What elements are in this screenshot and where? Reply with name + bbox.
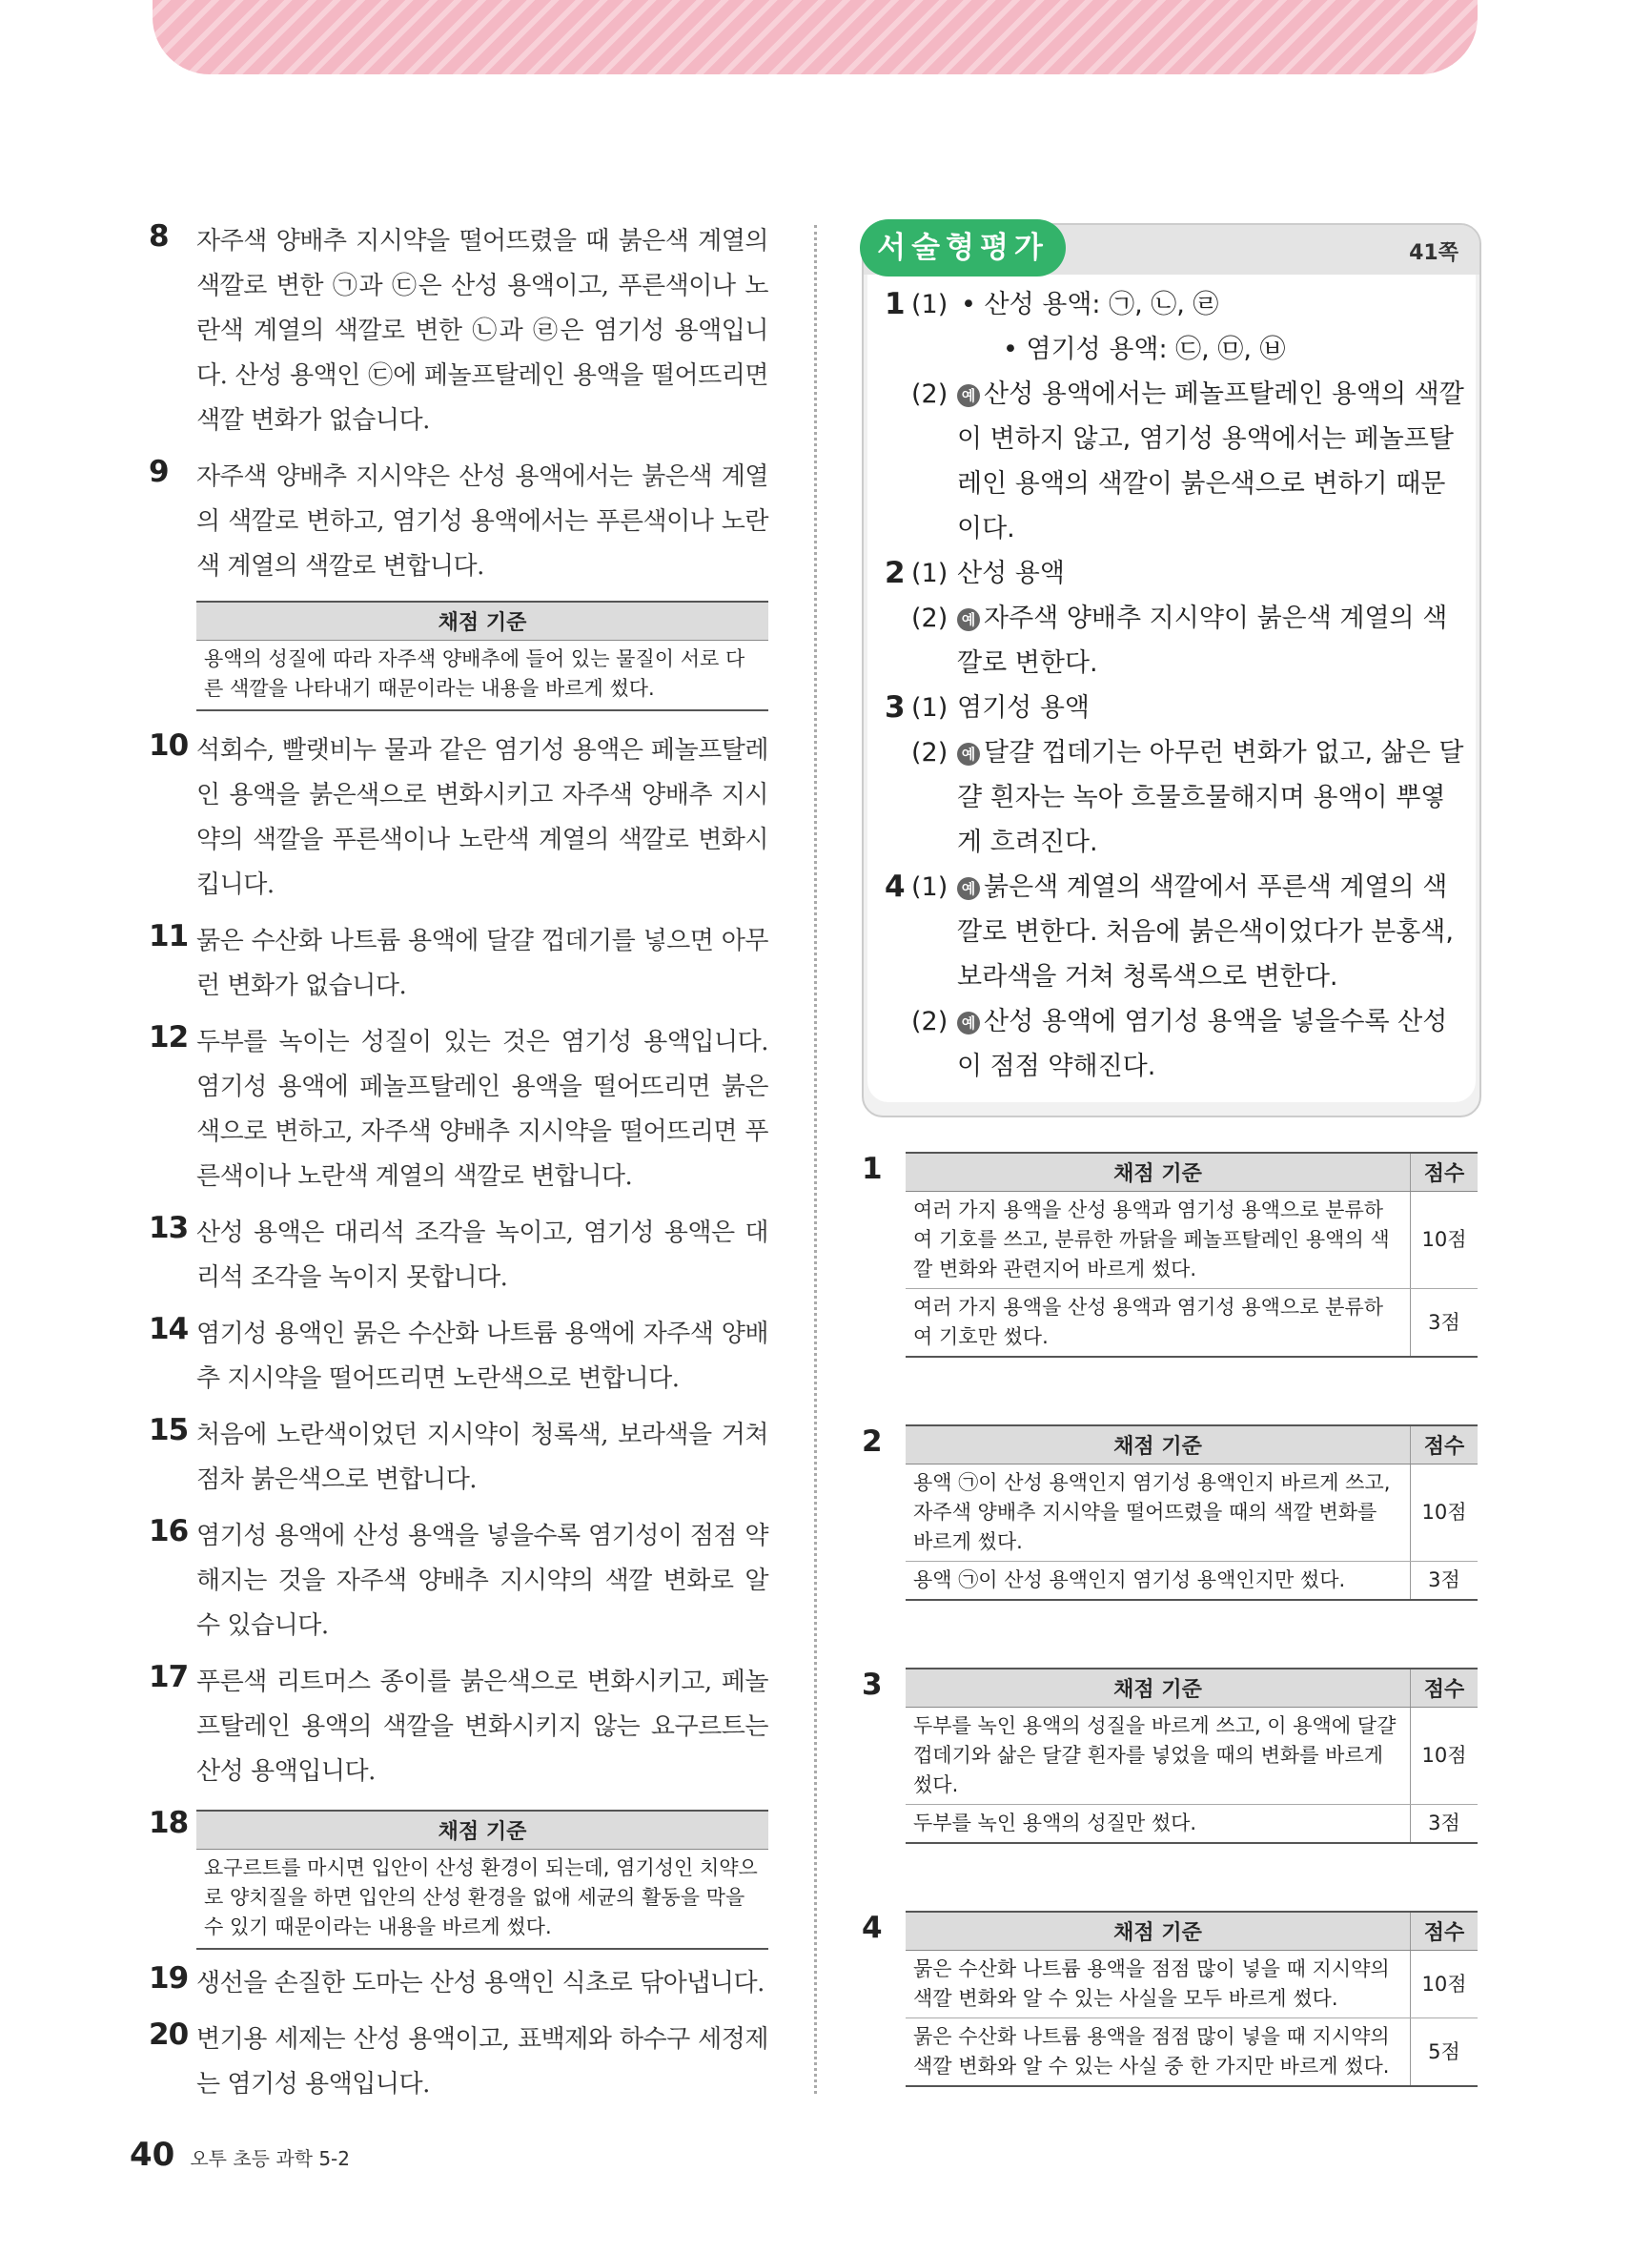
- item-number: 11: [149, 919, 189, 953]
- item-number: 12: [149, 1020, 189, 1055]
- book-title: 오투 초등 과학 5-2: [190, 2147, 350, 2170]
- score-header: 점수: [1411, 1912, 1479, 1951]
- question-number: 1: [862, 1152, 883, 1186]
- answer-text: 산성 용액: [957, 559, 1065, 588]
- right-column: [862, 223, 1481, 2087]
- criteria-text: 요구르트를 마시면 입안이 산성 환경이 되는데, 염기성인 치약으로 양치질을 하면 입안의 산성 환경을 없애 세균의 활동을 막을 수 있기 때문이라는 내용을 바르게 썼다.: [204, 1856, 758, 1938]
- score-table-block-2: [862, 1424, 1481, 1601]
- sub-label: (1): [911, 559, 948, 588]
- score-table-block-3: [862, 1668, 1481, 1844]
- page-footer: [130, 2136, 350, 2174]
- criteria-header: 채점 기준: [196, 603, 768, 641]
- item-number: 17: [149, 1660, 189, 1694]
- answer-text: 달걀 껍데기는 아무런 변화가 없고, 삶은 달걀 흰자는 녹아 흐물흐물해지며 용액이 뿌옇게 흐려진다.: [957, 738, 1464, 857]
- answer-text: 산성 용액에 염기성 용액을 넣을수록 산성이 점점 약해진다.: [957, 1007, 1448, 1081]
- descriptive-assessment-badge: 서술형평가: [860, 219, 1066, 277]
- answer-item-9: [149, 455, 768, 589]
- question-number: 4: [885, 870, 906, 904]
- score-header: 점수: [1411, 1425, 1479, 1464]
- example-mark-icon: 예: [957, 608, 980, 631]
- criteria-cell: 묽은 수산화 나트륨 용액을 점점 많이 넣을 때 지시약의 색깔 변화와 알 수 있는 사실 중 한 가지만 바르게 썼다.: [913, 2025, 1390, 2078]
- item-number: 19: [149, 1961, 189, 1996]
- table-row: [906, 1464, 1478, 1562]
- base-solutions-line: • 염기성 용액: ㉢, ㉤, ㉥: [1003, 335, 1286, 364]
- sub-label: (2): [911, 379, 948, 409]
- answer-item-11: [149, 919, 768, 1009]
- item-explanation: 처음에 노란색이었던 지시약이 청록색, 보라색을 거쳐 점차 붉은색으로 변합니다.: [196, 1421, 768, 1494]
- criteria-header: 채점 기준: [906, 1153, 1411, 1192]
- descriptive-assessment-box: [862, 223, 1481, 1117]
- question-number: 2: [862, 1424, 883, 1459]
- left-column: [149, 219, 768, 2119]
- page-reference: 41쪽: [1409, 241, 1458, 265]
- points-cell: 10점: [1411, 1464, 1479, 1562]
- points-cell: 5점: [1411, 2018, 1479, 2087]
- sub-answer-2-1: [911, 551, 1466, 596]
- item-explanation: 석회수, 빨랫비누 물과 같은 염기성 용액은 페놀프탈레인 용액을 붉은색으로 변화시키고 자주색 양배추 지시약의 색깔을 푸른색이나 노란색 계열의 색깔로 변화시킵니다.: [196, 736, 768, 899]
- criteria-cell: 두부를 녹인 용액의 성질을 바르게 쓰고, 이 용액에 달걀 껍데기와 삶은 달걀 흰자를 넣었을 때의 변화를 바르게 썼다.: [906, 1708, 1411, 1805]
- criteria-cell: 용액 ㉠이 산성 용액인지 염기성 용액인지만 썼다.: [913, 1568, 1346, 1591]
- points-cell: 10점: [1411, 1708, 1479, 1805]
- sub-answer-4-2: [911, 999, 1466, 1089]
- item-explanation: 변기용 세제는 산성 용액이고, 표백제와 하수구 세정제는 염기성 용액입니다.: [196, 2025, 768, 2099]
- criteria-header: 채점 기준: [906, 1425, 1411, 1464]
- item-explanation: 묽은 수산화 나트륨 용액에 달걀 껍데기를 넣으면 아무런 변화가 없습니다.: [196, 927, 768, 1000]
- sub-answer-3-1: [911, 686, 1466, 730]
- sub-answer-4-1: [911, 865, 1466, 999]
- answer-text: 산성 용액에서는 페놀프탈레인 용액의 색깔이 변하지 않고, 염기성 용액에서는 페놀프탈레인 용액의 색깔이 붉은색으로 변하기 때문이다.: [957, 379, 1464, 543]
- example-mark-icon: 예: [957, 743, 980, 766]
- answer-text: 붉은색 계열의 색깔에서 푸른색 계열의 색깔로 변한다. 처음에 붉은색이었다가 분홍색, 보라색을 거쳐 청록색으로 변한다.: [957, 872, 1454, 992]
- acid-solutions-line: • 산성 용액: ㉠, ㉡, ㉣: [961, 290, 1219, 319]
- answer-item-16: [149, 1514, 768, 1649]
- item-number: 14: [149, 1312, 189, 1346]
- answer-item-19: [149, 1961, 768, 2006]
- example-mark-icon: 예: [957, 1012, 980, 1034]
- points-cell: 10점: [1411, 1951, 1479, 2018]
- item-explanation: 염기성 용액에 산성 용액을 넣을수록 염기성이 점점 약해지는 것을 자주색 양배추 지시약의 색깔 변화로 알 수 있습니다.: [196, 1522, 768, 1640]
- criteria-cell: 용액 ㉠이 산성 용액인지 염기성 용액인지 바르게 쓰고, 자주색 양배추 지시약을 떨어뜨렸을 때의 색깔 변화를 바르게 썼다.: [906, 1464, 1411, 1562]
- item-number: 15: [149, 1413, 189, 1447]
- item-explanation: 푸른색 리트머스 종이를 붉은색으로 변화시키고, 페놀프탈레인 용액의 색깔을 변화시키지 않는 요구르트는 산성 용액입니다.: [196, 1668, 768, 1786]
- item-explanation: 산성 용액은 대리석 조각을 녹이고, 염기성 용액은 대리석 조각을 녹이지 못합니다.: [196, 1219, 768, 1292]
- descriptive-answer-2: [885, 551, 1466, 686]
- points-cell: 3점: [1411, 1805, 1479, 1844]
- answer-text: 염기성 용액: [957, 693, 1090, 723]
- score-header: 점수: [1411, 1153, 1479, 1192]
- criteria-cell: 두부를 녹인 용액의 성질만 썼다.: [913, 1812, 1197, 1834]
- table-row: [906, 1562, 1478, 1601]
- column-divider: [814, 225, 817, 2094]
- table-row: [906, 1805, 1478, 1844]
- question-number: 3: [885, 690, 906, 725]
- answer-item-13: [149, 1211, 768, 1301]
- criteria-header: 채점 기준: [906, 1669, 1411, 1708]
- page-number: 40: [130, 2136, 175, 2174]
- criteria-header: 채점 기준: [906, 1912, 1411, 1951]
- score-table: [906, 1152, 1478, 1358]
- descriptive-assessment-header: [864, 225, 1479, 275]
- table-row: [906, 1289, 1478, 1358]
- table-row: [906, 2018, 1478, 2087]
- descriptive-answers: [867, 275, 1476, 1102]
- item-number: 8: [149, 219, 169, 254]
- item-number: 18: [149, 1806, 189, 1840]
- score-header: 점수: [1411, 1669, 1479, 1708]
- answer-item-17: [149, 1660, 768, 1794]
- points-cell: 10점: [1411, 1192, 1479, 1289]
- example-mark-icon: 예: [957, 877, 980, 900]
- criteria-cell: 묽은 수산화 나트륨 용액을 점점 많이 넣을 때 지시약의 색깔 변화와 알 수 있는 사실을 모두 바르게 썼다.: [906, 1951, 1411, 2018]
- table-row: [906, 1951, 1478, 2018]
- answer-item-10: [149, 728, 768, 908]
- answer-item-12: [149, 1020, 768, 1199]
- item-explanation: 자주색 양배추 지시약은 산성 용액에서는 붉은색 계열의 색깔로 변하고, 염기성 용액에서는 푸른색이나 노란색 계열의 색깔로 변합니다.: [196, 462, 768, 581]
- answer-item-20: [149, 2017, 768, 2107]
- criteria-text: 용액의 성질에 따라 자주색 양배추에 들어 있는 물질이 서로 다른 색깔을 나타내기 때문이라는 내용을 바르게 썼다.: [204, 647, 745, 700]
- sub-label: (2): [911, 604, 948, 633]
- item-explanation: 자주색 양배추 지시약을 떨어뜨렸을 때 붉은색 계열의 색깔로 변한 ㉠과 ㉢은 산성 용액이고, 푸른색이나 노란색 계열의 색깔로 변한 ㉡과 ㉣은 염기성 용액입니다. 산성 용액인 ㉢에 페놀프탈레인 용액을 떨어뜨리면 색깔 변화가 없습니다.: [196, 227, 768, 435]
- descriptive-answer-3: [885, 686, 1466, 865]
- table-row: [906, 1192, 1478, 1289]
- question-number: 4: [862, 1911, 883, 1945]
- question-number: 1: [885, 287, 906, 321]
- sub-answer-1-1: [911, 282, 1466, 372]
- criteria-header: 채점 기준: [196, 1812, 768, 1850]
- table-row: [906, 1708, 1478, 1805]
- item-explanation: 두부를 녹이는 성질이 있는 것은 염기성 용액입니다. 염기성 용액에 페놀프탈레인 용액을 떨어뜨리면 붉은색으로 변하고, 자주색 양배추 지시약을 떨어뜨리면 푸른색이나 노란색 계열의 색깔로 변합니다.: [196, 1028, 768, 1191]
- score-table: [906, 1911, 1478, 2087]
- sub-label: (2): [911, 738, 948, 768]
- descriptive-answer-1: [885, 282, 1466, 551]
- top-decorative-banner: [153, 0, 1478, 74]
- item-number: 10: [149, 728, 189, 763]
- answer-item-8: [149, 219, 768, 443]
- item-number: 13: [149, 1211, 189, 1245]
- sub-label: (1): [911, 872, 948, 902]
- descriptive-answer-4: [885, 865, 1466, 1089]
- score-table: [906, 1424, 1478, 1601]
- sub-answer-3-2: [911, 730, 1466, 865]
- item-number: 16: [149, 1514, 189, 1548]
- question-number: 2: [885, 556, 906, 590]
- item-number: 9: [149, 455, 169, 489]
- sub-label: (1): [911, 290, 948, 319]
- example-mark-icon: 예: [957, 384, 980, 407]
- item-number: 20: [149, 2017, 189, 2052]
- score-table-block-4: [862, 1911, 1481, 2087]
- item-explanation: 염기성 용액인 묽은 수산화 나트륨 용액에 자주색 양배추 지시약을 떨어뜨리면 노란색으로 변합니다.: [196, 1320, 768, 1393]
- answer-item-14: [149, 1312, 768, 1402]
- score-table: [906, 1668, 1478, 1844]
- question-number: 3: [862, 1668, 883, 1702]
- answer-item-15: [149, 1413, 768, 1503]
- sub-label: (1): [911, 693, 948, 723]
- answer-item-18: [149, 1806, 768, 1950]
- criteria-box-9: [196, 601, 768, 711]
- answer-text: 자주색 양배추 지시약이 붉은색 계열의 색깔로 변한다.: [957, 604, 1448, 678]
- criteria-cell: 여러 가지 용액을 산성 용액과 염기성 용액으로 분류하여 기호만 썼다.: [913, 1296, 1384, 1348]
- criteria-cell: 여러 가지 용액을 산성 용액과 염기성 용액으로 분류하여 기호를 쓰고, 분류한 까닭을 페놀프탈레인 용액의 색깔 변화와 관련지어 바르게 썼다.: [906, 1192, 1411, 1289]
- sub-answer-2-2: [911, 596, 1466, 686]
- points-cell: 3점: [1411, 1562, 1479, 1601]
- criteria-box-18: [196, 1810, 768, 1950]
- item-explanation: 생선을 손질한 도마는 산성 용액인 식초로 닦아냅니다.: [196, 1969, 765, 1997]
- points-cell: 3점: [1411, 1289, 1479, 1358]
- score-table-block-1: [862, 1152, 1481, 1358]
- sub-label: (2): [911, 1007, 948, 1036]
- sub-answer-1-2: [911, 372, 1466, 551]
